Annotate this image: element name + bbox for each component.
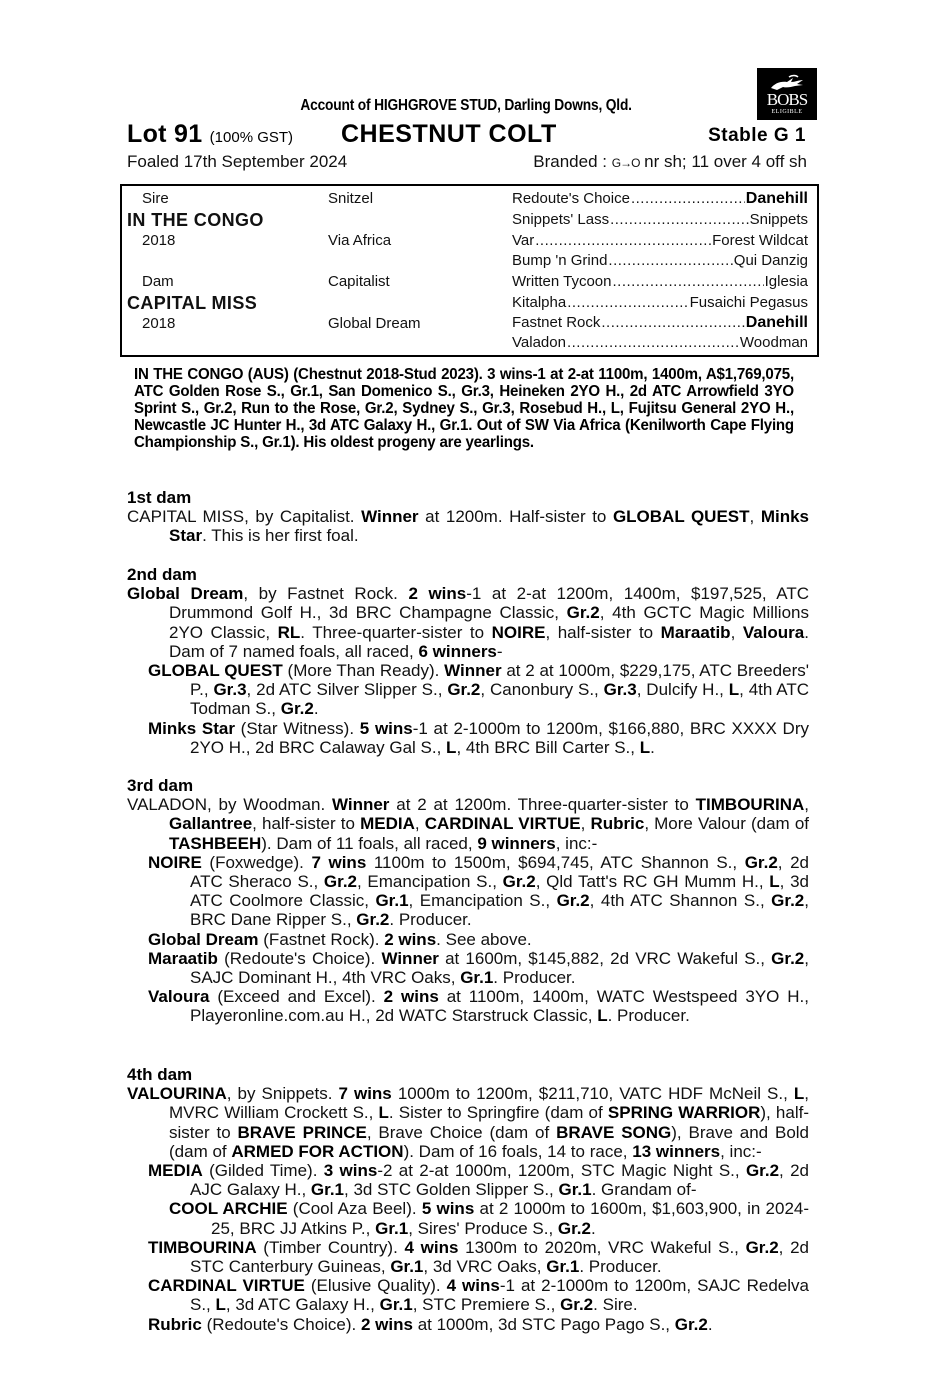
gst-note: (100% GST)	[209, 129, 294, 146]
dam-year: 2018	[142, 315, 176, 332]
gg-name: Snippets' Lass	[512, 211, 610, 228]
grandsire-maternal: Capitalist	[328, 273, 390, 290]
horse-description: CHESTNUT COLT	[341, 120, 557, 148]
progeny-entry: Valoura (Exceed and Excel). 2 wins at 1100m, 1400m, WATC Westspeed 3YO H., Playeronline.com.au H., 2d WATC Starstruck Classic, L. Producer.	[148, 987, 809, 1026]
branded-text: nr sh; 11 over 4 off sh	[644, 152, 807, 171]
leader-dots	[601, 314, 744, 332]
logo-text-bobs: BOBS	[766, 90, 808, 109]
great-grandparent-row	[512, 314, 808, 332]
progeny-entry: CARDINAL VIRTUE (Elusive Quality). 4 wins-1 at 2-1000m to 1200m, SAJC Redelva S., L, 3d ATC Galaxy H., Gr.1, STC Premiere S., Gr.2. Sire.	[148, 1276, 809, 1315]
leader-dots	[535, 232, 711, 249]
gg-name: Var	[512, 232, 535, 249]
branded-label: Branded :	[533, 152, 607, 171]
gg-name: Fastnet Rock	[512, 314, 601, 331]
dam-paragraph: VALADON, by Woodman. Winner at 2 at 1200m. Three-quarter-sister to TIMBOURINA, Gallantree, half-sister to MEDIA, CARDINAL VIRTUE, Rubric, More Valour (dam of TASHBEEH). Dam of 11 foals, all raced, 9 winners, inc:-	[127, 795, 809, 853]
foaled-date: Foaled 17th September 2024	[127, 152, 348, 171]
granddam-maternal: Global Dream	[328, 315, 421, 332]
bobs-eligible-logo	[757, 68, 817, 120]
progeny-entry: MEDIA (Gilded Time). 3 wins-2 at 2-at 1000m, 1200m, STC Magic Night S., Gr.2, 2d AJC Galaxy H., Gr.1, 3d STC Golden Slipper S., Gr.1. Grandam of-	[148, 1161, 809, 1200]
gg-sire: Iglesia	[764, 273, 808, 290]
brand-description	[533, 152, 807, 172]
gg-name: Written Tycoon	[512, 273, 612, 290]
dam-paragraph: CAPITAL MISS, by Capitalist. Winner at 1200m. Half-sister to GLOBAL QUEST, Minks Star. This is her first foal.	[127, 507, 810, 546]
dam-section-2nd	[127, 565, 809, 757]
dam-label: Dam	[142, 273, 174, 290]
vendor-account: Account of HIGHGROVE STUD, Darling Downs, Qld.	[300, 97, 632, 114]
granddam-paternal: Via Africa	[328, 232, 392, 249]
sire-label: Sire	[142, 190, 169, 207]
progeny-entry: Maraatib (Redoute's Choice). Winner at 1600m, $145,882, 2d VRC Wakeful S., Gr.2, SAJC Dominant H., 4th VRC Oaks, Gr.1. Producer.	[148, 948, 809, 988]
sire-biography: IN THE CONGO (AUS) (Chestnut 2018-Stud 2023). 3 wins-1 at 2-at 1100m, 1400m, A$1,769,075, ATC Golden Rose S., Gr.1, San Domenico S., Gr.3, Heineken 2YO H., 2d ATC Arrowfield 3YO Sprint S., Gr.2, Run to the Rose, Gr.2, Sydney S., Gr.3, Rosebud H., L, Fujitsu General 2YO H., Newcastle JC Hunter H., 3d ATC Galaxy H., Gr.1. Out of SW Via Africa (Kenilworth Cape Flying Championship S., Gr.1). His oldest progeny are yearlings.	[134, 366, 794, 451]
leader-dots	[610, 211, 749, 228]
gg-sire: Danehill	[745, 190, 808, 207]
great-grandparent-row	[512, 252, 808, 269]
dam-section-1st	[127, 488, 809, 546]
progeny-entry: Rubric (Redoute's Choice). 2 wins at 1000m, 3d STC Pago Pago S., Gr.2.	[148, 1314, 713, 1334]
pedigree-table	[120, 184, 819, 357]
grandsire-paternal: Snitzel	[328, 190, 374, 207]
gg-name: Kitalpha	[512, 294, 567, 311]
sire-name: IN THE CONGO	[127, 210, 264, 230]
great-grandparent-row	[512, 334, 808, 351]
stable-location: Stable G 1	[708, 125, 806, 146]
lot-number	[127, 120, 293, 149]
gg-sire: Qui Danzig	[733, 252, 808, 269]
section-heading: 2nd dam	[127, 565, 197, 584]
great-grandparent-row	[512, 273, 808, 290]
gg-sire: Fusaichi Pegasus	[689, 294, 808, 311]
section-heading: 4th dam	[127, 1065, 193, 1084]
gg-name: Bump 'n Grind	[512, 252, 608, 269]
gg-sire: Snippets	[749, 211, 808, 228]
lot-label: Lot 91	[127, 120, 203, 148]
dam-name: CAPITAL MISS	[127, 293, 258, 313]
great-grandparent-row	[512, 294, 808, 311]
section-heading: 3rd dam	[127, 776, 194, 795]
section-heading: 1st dam	[127, 488, 192, 507]
sire-year: 2018	[142, 232, 176, 249]
gg-sire: Woodman	[739, 334, 808, 351]
dam-section-4th	[127, 1065, 809, 1334]
lot-header	[127, 120, 809, 150]
great-grandparent-row	[512, 211, 808, 228]
leader-dots	[613, 273, 764, 290]
gg-sire: Forest Wildcat	[712, 232, 808, 249]
brand-mark-icon: G→O	[611, 156, 640, 170]
progeny-entry: GLOBAL QUEST (More Than Ready). Winner at 2 at 1000m, $229,175, ATC Breeders' P., Gr.3, 2d ATC Silver Slipper S., Gr.2, Canonbury S., Gr.3, Dulcify H., L, 4th ATC Todman S., Gr.2.	[148, 661, 810, 719]
progeny-entry: NOIRE (Foxwedge). 7 wins 1100m to 1500m, $694,745, ATC Shannon S., Gr.2, 2d ATC Sheraco S., Gr.2, Emancipation S., Gr.2, Qld Tatt's RC GH Mumm H., L, 3d ATC Coolmore Classic, Gr.1, Emancipation S., Gr.2, 4th ATC Shannon S., Gr.2, BRC Dane Ripper S., Gr.2. Producer.	[148, 852, 809, 930]
progeny-entry: TIMBOURINA (Timber Country). 4 wins 1300m to 2020m, VRC Wakeful S., Gr.2, 2d STC Canterbury Guineas, Gr.1, 3d VRC Oaks, Gr.1. Producer.	[148, 1237, 809, 1277]
dam-section-3rd	[127, 776, 809, 1026]
dam-paragraph: VALOURINA, by Snippets. 7 wins 1000m to 1200m, $211,710, VATC HDF McNeil S., L, MVRC William Crockett S., L. Sister to Springfire (dam of SPRING WARRIOR), half-sister to BRAVE PRINCE, Brave Choice (dam of BRAVE SONG), Brave and Bold (dam of ARMED FOR ACTION). Dam of 16 foals, 14 to race, 13 winners, inc:-	[127, 1084, 810, 1161]
leader-dots	[608, 252, 732, 269]
leader-dots	[567, 334, 739, 351]
progeny-entry: COOL ARCHIE (Cool Aza Beel). 5 wins at 2 1000m to 1600m, $1,603,900, in 2024-25, BRC JJ Atkins P., Gr.1, Sires' Produce S., Gr.2.	[169, 1199, 810, 1238]
gg-name: Redoute's Choice	[512, 190, 630, 207]
logo-text-eligible: ELIGIBLE	[771, 109, 803, 115]
progeny-entry: Minks Star (Star Witness). 5 wins-1 at 2-1000m to 1200m, $166,880, BRC XXXX Dry 2YO H., 2d BRC Calaway Gal S., L, 4th BRC Bill Carter S., L.	[148, 718, 809, 757]
dam-paragraph: Global Dream, by Fastnet Rock. 2 wins-1 at 2-at 1200m, 1400m, $197,525, ATC Drummond Golf H., 3d BRC Champagne Classic, Gr.2, 4th GCTC Magic Millions 2YO Classic, RL. Three-quarter-sister to NOIRE, half-sister to Maraatib, Valoura. Dam of 7 named foals, all raced, 6 winners-	[127, 584, 809, 661]
progeny-entry: Global Dream (Fastnet Rock). 2 wins. See above.	[148, 929, 532, 949]
gg-sire: Danehill	[745, 314, 808, 331]
gg-name: Valadon	[512, 334, 566, 351]
great-grandparent-row	[512, 190, 808, 208]
leader-dots	[567, 294, 688, 311]
great-grandparent-row	[512, 232, 808, 249]
leader-dots	[631, 190, 745, 208]
